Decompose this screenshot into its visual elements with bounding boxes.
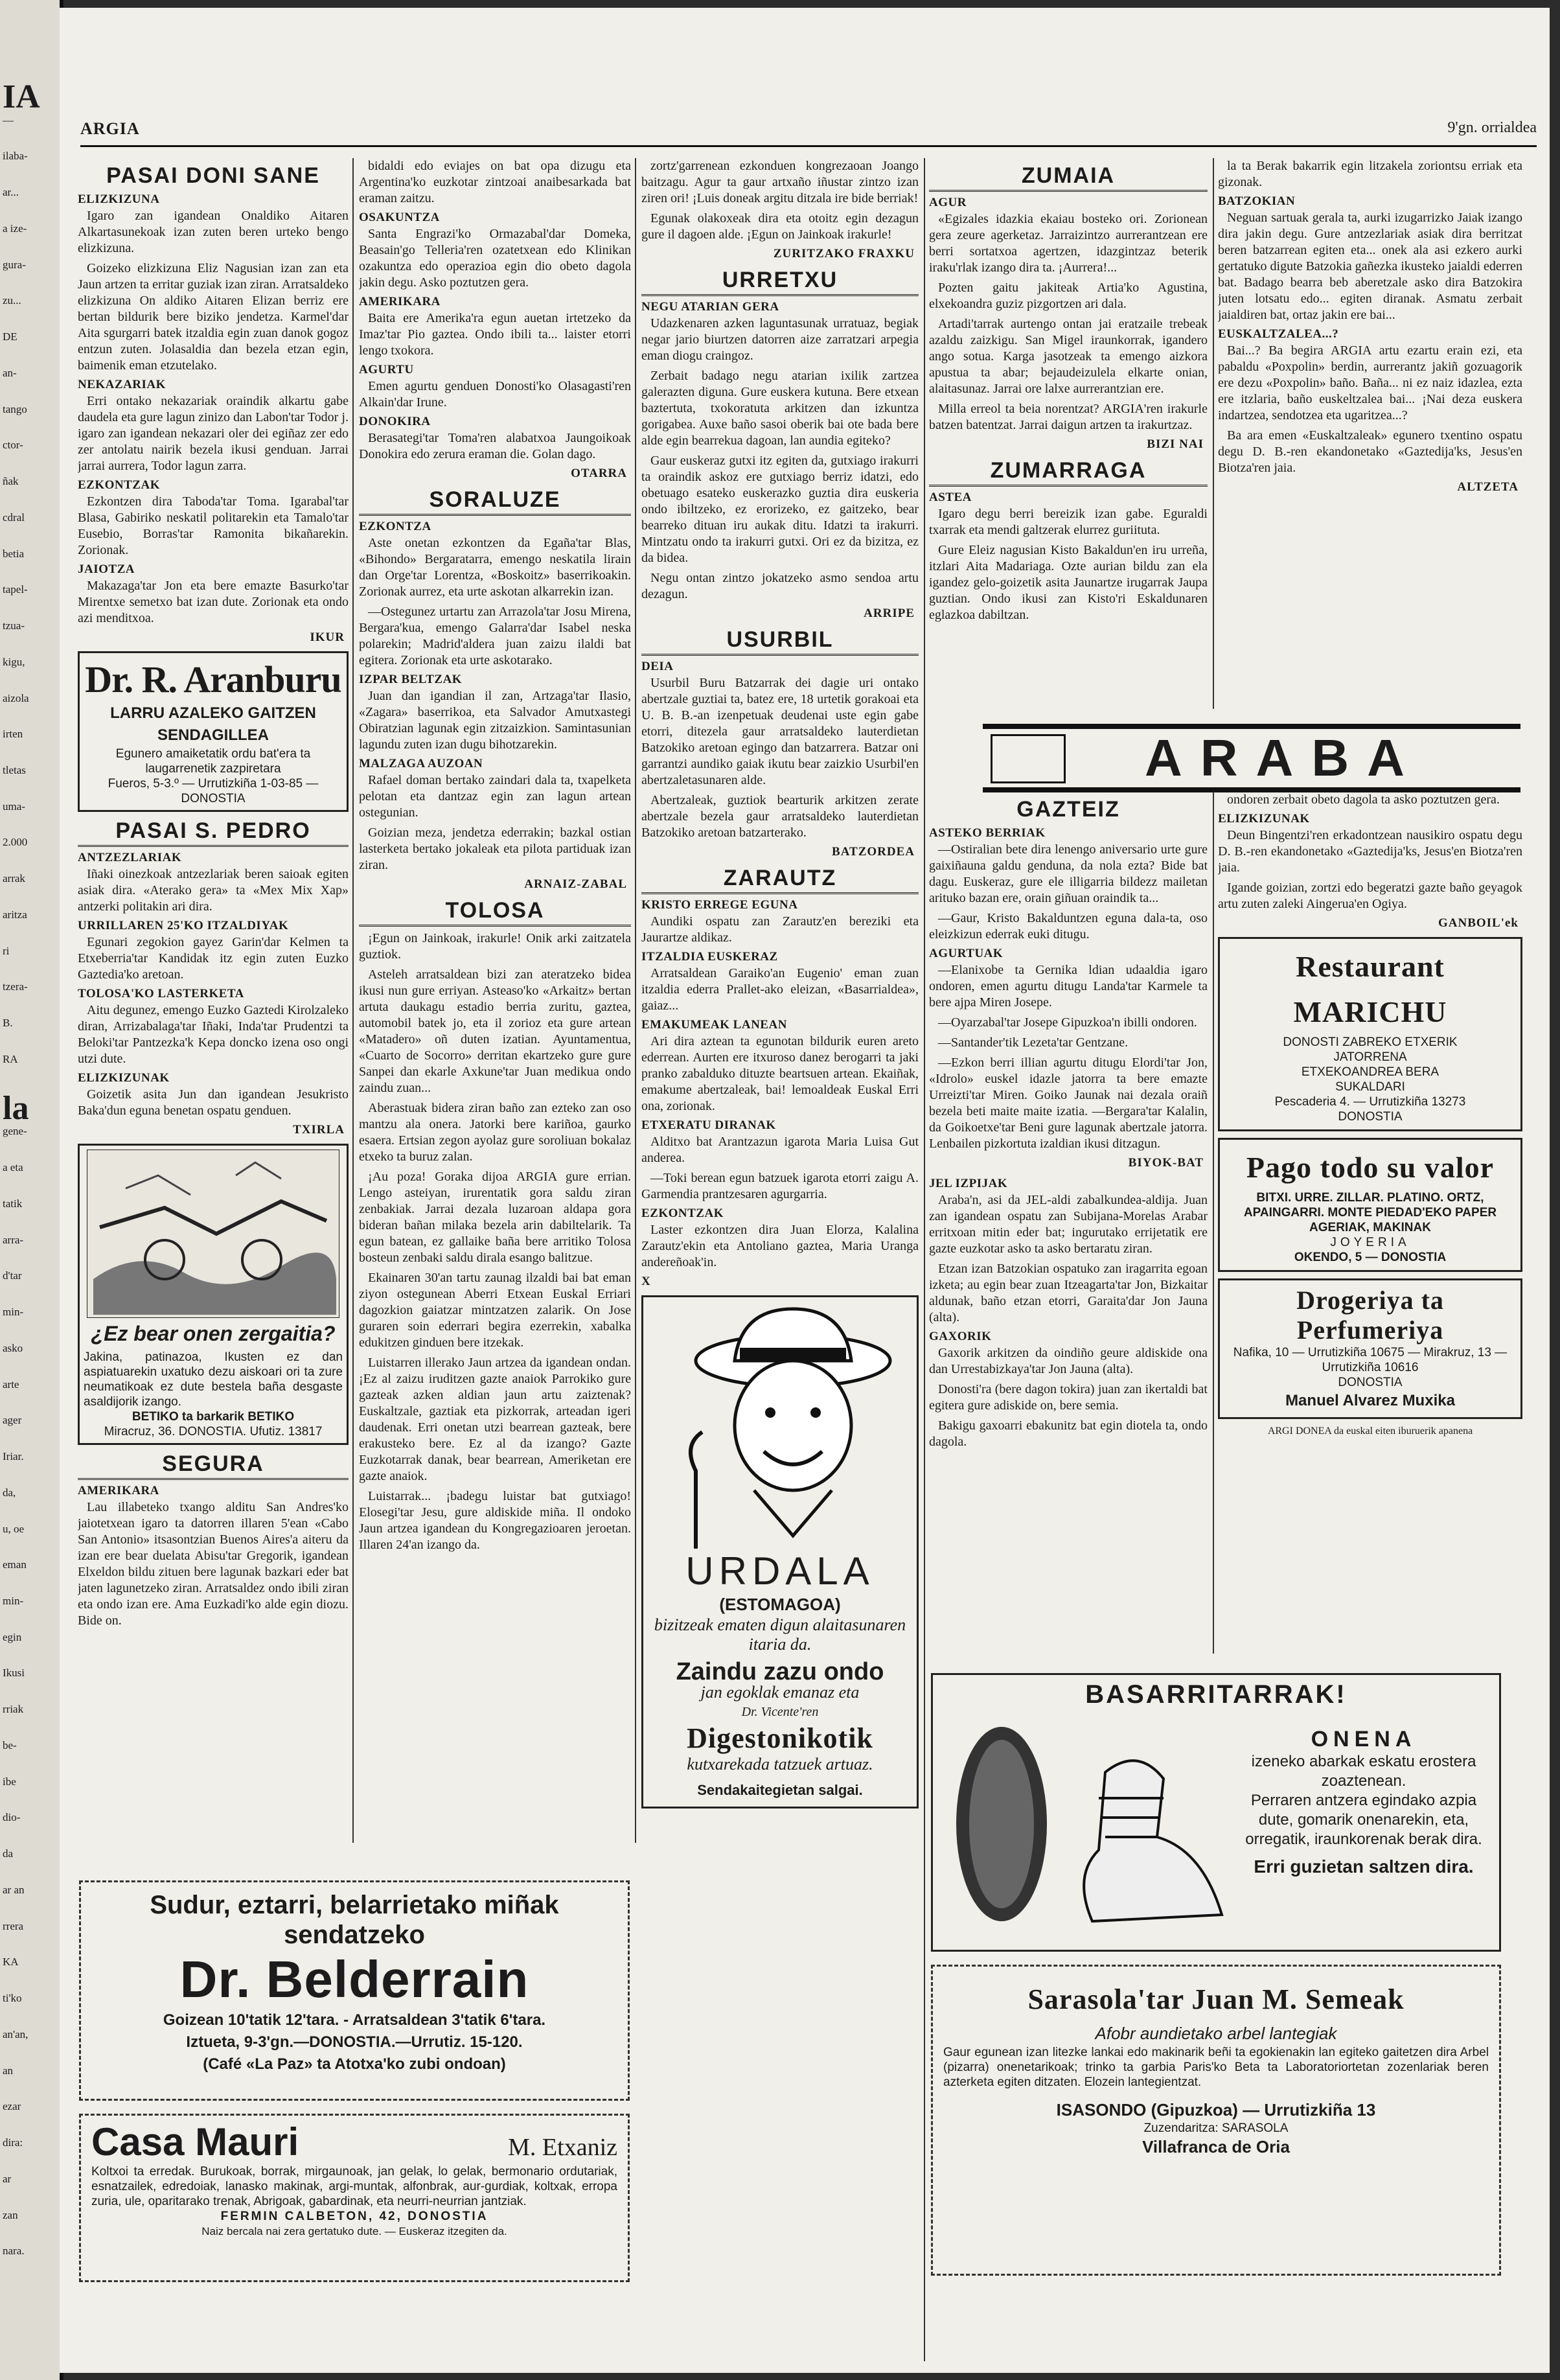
article-text: Igaro degu berri bereizik izan gabe. Eguraldi txarrak eta mendi galtzerak elurrez guriituta. — [929, 507, 1208, 537]
running-header — [80, 118, 1537, 147]
casa-mauri-ad — [79, 2114, 630, 2282]
spine-fragment: ri — [3, 944, 10, 957]
ad-body: Jakina, patinazoa, Ikusten ez dan aspiatuarekin uxatuko dezu aiskoari ori ta zure neumatikoak ez dute bestela baña desgaste asaldijorik izango. — [84, 1350, 343, 1409]
subheading: ELIZKIZUNAK — [78, 1071, 170, 1085]
spine-fragment: 2.000 — [3, 836, 28, 849]
subheading: IZPAR BELTZAK — [359, 673, 463, 686]
spine-fragment: Ikusi — [3, 1667, 25, 1680]
sandal-illustration — [943, 1720, 1228, 1934]
ad-line: jan egoklak emanaz eta — [700, 1683, 860, 1702]
ad-brand: ONENA — [1311, 1727, 1417, 1751]
article-text: Usurbil Buru Batzarrak dei dagie uri ontako abertzale guztiai ta, batez ere, 18 urtetik gorakoai eta U. B. B.-an izenpetuak deudenai uste egin gabe etorri, ditezela gaur arratsaldeko lauterdietan Batzokiko aretoan egingo dan batzarrera. Batzar oni garrantzi aundiko gaiak ikutu bear zaizkio Usurbil'en abertzaletasunaren alde. — [641, 676, 919, 787]
article-text: Etzan izan Batzokian ospatuko zan iragarrita egoan izketa; au egin bear zuan Itzeagarta'tar Jon, Bizkaitar aldunak, baño etzan etorri, Garaita'dar Jon Jauna (alta). — [929, 1262, 1208, 1324]
subheading: ASTEA — [929, 491, 972, 504]
subheading: EZKONTZAK — [78, 478, 160, 492]
subheading: ELIZKIZUNA — [78, 192, 160, 206]
subheading: AGURTU — [359, 363, 414, 376]
article-text: Erri ontako nekazariak oraindik alkartu gabe daudela eta gure lagun zinizo dan Labon'tar Todor j. igaro zan igandean nekazari oler dei egiñaz zer edo zer antolatu nairik bezela ikusi genduan. Jarrai jarrai aurrera, Todor lagun zarra. — [78, 394, 349, 473]
spine-fragment: tapel- — [3, 583, 28, 596]
article-text: Luistarren illerako Jaun artzea da igandean ondan. ¡Ez al zaizu iruditzen gazte anaiok Parrokiko gure gazteak azken aldian jaun artu zaiztenak? Euskaltzale, gaztiak eta pizkorrak, arteadan igeri daudenak. Erri onetan utzi bearrean gazteak, bere erakusteko bere. Ez al da izango? Gazte Euzkotarrak danak, bear bearrean, Ameriketan ere gazte anaiok. — [359, 1356, 631, 1483]
spine-fragment: min- — [3, 1306, 24, 1319]
signature: BIZI NAI — [1147, 437, 1204, 451]
spine-fragment: arte — [3, 1378, 19, 1391]
ad-line: bizitzeak ematen digun alaitasunaren itaria da. — [654, 1615, 906, 1654]
article-text: Aitu degunez, emengo Euzko Gaztedi Kirolzaleko diran, Arrizabalaga'tar Iñaki, Inda'tar Prudentzi ta Beloki'tar Pantzezka'k Kepa doncko izena oso ongi utzi dute. — [78, 1003, 349, 1066]
ad-question: ¿Ez bear onen zergaitia? — [91, 1322, 336, 1345]
ad-name: M. Etxaniz — [508, 2134, 617, 2161]
signature: ARNAIZ-ZABAL — [524, 877, 627, 891]
article-text: Asteleh arratsaldean bizi zan ateratzeko bidea ikusi nun gure erriyan. Asteaso'ko «Arkaitz» bertan artuta daukagu estadio berria zuritu, gaztea, automobil batek jo, eta il zorioz eta gure artean «Matadero» oñ duten izatian. Ayuntamentua, «Cuarto de Socorro» derritan ekartzeko gure gure Sanpei dan ekarle Axkune'tar Juan medikua ondo zaindu zuan... — [359, 967, 631, 1095]
article-text: Negu ontan zintzo jokatzeko asmo sendoa artu dezagun. — [641, 571, 919, 601]
ad-title: Dr. R. Aranburu — [85, 658, 341, 700]
article-text: ondoren zerbait obeto dagola ta asko poztutzen gera. — [1227, 792, 1500, 807]
article-text: Emen agurtu genduen Donosti'ko Olasagasti'ren Alkain'dar Irune. — [359, 379, 631, 410]
spine-fragment: KA — [3, 1956, 19, 1969]
article-text: la ta Berak bakarrik egin litzakela zoriontsu erriak eta gizonak. — [1218, 159, 1522, 189]
article-text: —Ostegunez urtartu zan Arrazola'tar Josu Mirena, Bergara'kua, emengo Galarra'dar Isabel neska polarekin; Madrid'aldera juan zaizu ilaldi bat egitera. Zorionak eta urte askotarako. — [359, 605, 631, 667]
article-text: Goizetik asita Jun dan igandean Jesukristo Baka'dun eguna benetan ospatu genduen. — [78, 1087, 349, 1118]
section-heading: PASAI DONI SANE — [106, 163, 320, 188]
spine-fragment: irten — [3, 728, 23, 741]
ad-address: Fueros, 5-3.º — Urrutizkiña 1-03-85 — DONOSTIA — [108, 777, 319, 805]
ad-name: Manuel Alvarez Muxika — [1285, 1392, 1455, 1409]
spine-fragment: zan — [3, 2208, 18, 2221]
ad-line: Zaindu zazu ondo — [676, 1658, 884, 1685]
article-text: Berasategi'tar Toma'ren alabatxoa Jaungoikoak Donokira edo zerura eraman die. Golan dago. — [359, 431, 631, 461]
signature: OTARRA — [571, 467, 627, 480]
ad-line: Iztueta, 9-3'gn.—DONOSTIA.—Urrutiz. 15-120. — [186, 2033, 523, 2051]
spine-fragment: tzera- — [3, 980, 28, 993]
ad-line: Erri guzietan saltzen dira. — [1254, 1856, 1474, 1877]
section-heading: URRETXU — [641, 268, 919, 296]
spine-fragment: ibe — [3, 1775, 16, 1788]
page-number: 9'gn. orrialdea — [1447, 119, 1537, 136]
ad-title: Drogeriya ta Perfumeriya — [1296, 1286, 1444, 1345]
spine-fragment: egin — [3, 1630, 22, 1643]
spine-fragment: an- — [3, 366, 17, 379]
spine-fragment: Iriar. — [3, 1450, 24, 1463]
article-text: Ekainaren 30'an tartu zaunag ilzaldi bai bat eman ziyon ostegunean Aberri Etxean Euskal Erriari dagozkion gaiatzar mintzatzen zalarik. On Jose guraren soin ederrari begira ezerrekin, xabalka edukitzen ginduen bere itzekak. — [359, 1271, 631, 1350]
spine-fragment: rrera — [3, 1919, 24, 1932]
ad-body: Koltxoi ta erredak. Burukoak, borrak, mirgaunoak, jan gelak, lo gelak, bermonario ordutariak, esnatzailek, edredoiak, lanasko makinak, argi-muntak, alfonbrak, aur-gurdiak, koltxak, erropa zuria, ule, oparitarako trenak, Abrigoak, gabardinak, eta neurri-neurrian jantziak. — [91, 2165, 617, 2208]
column-4 — [929, 158, 1208, 715]
spine-fragment: an — [3, 2064, 14, 2077]
spine-fragment: la — [3, 1089, 29, 1127]
ad-line: Nafika, 10 — Urrutizkiña 10675 — Mirakruz, 13 — Urrutizkiña 10616 — [1233, 1346, 1508, 1374]
subheading: DONOKIRA — [359, 415, 431, 428]
spine-fragment: ti'ko — [3, 1992, 22, 2005]
column-2 — [359, 158, 631, 1882]
section-heading: TOLOSA — [359, 898, 631, 927]
spine-fragment: min- — [3, 1594, 24, 1607]
article-text: —Ezkon berri illian agurtu ditugu Elordi'tar Jon, «Idrolo» euskel idazle jatorra ta bere emazte Urreizti'tar Miren. Goiko Jaunak nai dezala oraiñ bezela beti maite maite izatia. —Bergara'tar Kalalin, da Goikoetxe'tar Beni gure lagunak abertzale jatorra. Lenbailen pizkortuta izaldian ikusi ditzagun. — [929, 1056, 1208, 1151]
column-1 — [78, 158, 349, 1882]
article-text: ¡Egun on Jainkoak, irakurle! Onik arki zaitzatela guztiok. — [359, 931, 631, 962]
article-text: bidaldi edo eviajes on bat opa dizugu eta Argentina'ko euzkotar zintzoai anaibesarkada bat eraman zaitzu. — [359, 159, 631, 205]
ad-title: Casa Mauri — [91, 2120, 299, 2164]
spine-fragment: ar... — [3, 186, 19, 199]
ad-subtitle: Afobr aundietako arbel lantegiak — [1095, 2024, 1337, 2043]
man-with-hat-illustration — [657, 1302, 903, 1549]
column-3 — [641, 158, 919, 2348]
article-text: «Egizales idazkia ekaiau bosteko ori. Zorionean gera zeure agerketaz. Jarraizintzo aurrerantzean ere berri sortatxoa agertzen, idazgintzaz beterik iraku'rlak izango dira ta. ¡Aurrera!... — [929, 212, 1208, 275]
ad-line: (Café «La Paz» ta Atotxa'ko zubi ondoan) — [203, 2055, 506, 2073]
aranburu-ad — [78, 651, 349, 812]
subheading: MALZAGA AUZOAN — [359, 757, 483, 770]
spine-fragment: DE — [3, 330, 17, 343]
spine-fragment: cdral — [3, 511, 25, 524]
spine-fragment: aritza — [3, 908, 27, 921]
subheading: ANTZEZLARIAK — [78, 851, 182, 864]
section-heading: ZARAUTZ — [641, 866, 919, 894]
subheading: EZKONTZA — [359, 520, 431, 533]
signature: IKUR — [310, 630, 345, 644]
ad-title: Restaurant MARICHU — [1293, 950, 1447, 1028]
article-text: Bai...? Ba begira ARGIA artu ezartu erain ezi, eta pabaldu «Poxpolin» berdin, aurrerantz jakiñ gozuagorik ere dezu «Poxpolin» baño. Baña... ni ez naiz idazlea, ezta ere itzlaria, baño euskeltzalea bai... ¡Nai deza euskera indartzea, sendotzea eta ugaritzea...? — [1218, 343, 1522, 422]
spine-fragment: gene- — [3, 1125, 27, 1138]
article-text: Gure Eleiz nagusian Kisto Bakaldun'en iru urreña, itzlari Aita Madariaga. Ozte aurian bildu zan ela igandez gelo-goizetik asita Jaunartze irugarrak Jaupa guztian. Ondo ikusi zan Kisto'ri Eskaldunaren eglazkoa dabiltzan. — [929, 543, 1208, 622]
article-text: Laster ezkontzen dira Juan Elorza, Kalalina Zarautz'ekin eta Antoliano gaztea, Maria Uranga andereñoak'in. — [641, 1223, 919, 1269]
spine-fragment: gura- — [3, 258, 26, 271]
signature: ARRIPE — [864, 607, 915, 620]
ad-address: Miracruz, 36. DONOSTIA. Ufutiz. 13817 — [104, 1425, 323, 1438]
subheading: ASTEKO BERRIAK — [929, 826, 1046, 840]
spine-fragment: betia — [3, 547, 25, 560]
sarasola-ad — [931, 1965, 1501, 2276]
ad-title: Sudur, eztarri, belarrietako miñak sendatzeko — [150, 1891, 559, 1949]
ad-body: BITXI. URRE. ZILLAR. PLATINO. ORTZ, APAINGARRI. MONTE PIEDAD'EKO PAPER AGERIAK, MAKINAK — [1243, 1191, 1497, 1234]
article-text: ¡Au poza! Goraka dijoa ARGIA gure errian. Lengo asteiyan, irurentatik gora saldu ziran zenbakiak. Jarrai dezala luzaroan aldapa gora bideran bañan milaka bezela arin dabiltelarik. Ta egun batean, ez gallaike baña bere arritiko Tolosa bosteun zenbaki saldu dirala esango balitzue. — [359, 1170, 631, 1265]
gazteiz-column — [929, 792, 1208, 1654]
spine-fragment: a eta — [3, 1161, 23, 1174]
ad-address: FERMIN CALBETON, 42, DONOSTIA — [220, 2210, 488, 2223]
subheading: AMERIKARA — [359, 295, 441, 308]
ad-title: Pago todo su valor — [1246, 1151, 1495, 1184]
subheading: ETXERATU DIRANAK — [641, 1118, 776, 1132]
spine-fragment: arra- — [3, 1233, 24, 1246]
article-text: Milla erreol ta beia norentzat? ARGIA'ren irakurle batzen batentzat. Jarrai daigun artzen ta irakurtzaz. — [929, 402, 1208, 432]
article-text: Lau illabeteko txango alditu San Andres'ko jaiotetxean igaro ta datorren illaren 5'ean «Cabo San Antonio» itsasontzian Buenos Aires'a aiteru da izan ere bear duelata Abisu'tar Gregorik, igandean Elxeldon bildu zituen bere lagunak bazkari eder bat jaten lagunetzeko ziran. Arratsaldez ondo ibili ziran eta ondo izan ere. Ama Euzkadi'ko alde egin diozu. Bide on. — [78, 1500, 349, 1628]
spine-fragment: a ize- — [3, 222, 27, 235]
ad-title: BASARRITARRAK! — [1085, 1680, 1347, 1709]
article-text: Ari dira aztean ta egunotan bildurik euren areto ederrean. Aurten ere itxuroso danez berogarri ta jaki pranko zabalduko dituzte beartsuen artean. Ekaiñak, emakume abertzaleak, bai! lemoaldeak Euskal Erri ona, zorionak. — [641, 1034, 919, 1113]
signature: X — [641, 1275, 651, 1288]
article-text: —Elanixobe ta Gernika ldian udaaldia igaro ondoren, emen agurtu ditugu Landa'tar Karmele ta bere ajpa Miren Josepe. — [929, 963, 1208, 1010]
subheading: JAIOTZA — [78, 562, 135, 576]
ad-address: Pescaderia 4. — Urrutizkiña 13273 — [1274, 1095, 1466, 1109]
spine-fragment: an'an, — [3, 2028, 29, 2040]
spine-fragment: eman — [3, 1558, 27, 1571]
spine-fragment: IA — [3, 78, 40, 115]
section-heading: GAZTEIZ — [1016, 797, 1120, 822]
article-text: Ezkontzen dira Taboda'tar Toma. Igarabal'tar Blasa, Gabiriko neskatil politarekin eta Tamalo'tar Eusebio, Borras'tar Ramonita bikañarekin. Zorionak. — [78, 494, 349, 557]
ad-line: JOYERIA — [1330, 1236, 1410, 1249]
subheading: DEIA — [641, 660, 674, 673]
subheading: NEKAZARIAK — [78, 378, 166, 391]
article-text: Egunari zegokion gayez Garin'dar Kelmen ta Etxeberria'tar Kandidak itz egin zuten Euzko Gaztedia'ko aretoan. — [78, 935, 349, 982]
ad-city: DONOSTIA — [1338, 1376, 1403, 1389]
article-text: Abertzaleak, guztiok bearturik arkitzen zerate abertzale bezela gaur arratsaldeko lauterdietan Batzokiko aretoan batzarterako. — [641, 793, 919, 840]
ad-line: izeneko abarkak eskatu erostera zoaztenean. — [1251, 1753, 1476, 1790]
ad-name: Dr. Belderrain — [179, 1950, 529, 2008]
column-5-lower — [1218, 792, 1522, 1647]
spine-fragment: rriak — [3, 1703, 24, 1716]
basarritarrak-ad — [931, 1673, 1501, 1952]
ad-line: Perraren antzera egindako azpia dute, gomarik onenarekin, eta, orregatik, iraunkorenak berak dira. — [1245, 1792, 1482, 1848]
signature: BIYOK-BAT — [1128, 1156, 1204, 1170]
article-text: Udazkenaren azken laguntasunak urratuaz, begiak negar jario biurtzen datorren aize zarratzari arpegia eman diogu craingoz. — [641, 316, 919, 363]
urdala-ad — [641, 1295, 919, 1808]
ad-subtitle: LARRU AZALEKO GAITZEN SENDAGILLEA — [110, 704, 316, 744]
signature: ALTZETA — [1457, 480, 1519, 494]
subheading: NEGU ATARIAN GERA — [641, 300, 779, 314]
article-text: —Toki berean egun batzuek igarota etorri zaigu A. Garmendia prantzesaren agurgarria. — [641, 1171, 919, 1201]
article-text: Ba ara emen «Euskaltzaleak» egunero txentino ospatu degu D. B.-ren ekandonetako «Gaztedija'ks, Jesus'en Biotza'ren jaia. — [1218, 428, 1522, 475]
spine-fragment: B. — [3, 1017, 13, 1030]
marichu-restaurant-ad — [1218, 937, 1522, 1131]
newspaper-page — [60, 8, 1550, 2373]
article-text: Goizeko elizkizuna Eliz Nagusian izan zan eta Jaun artzen ta erritar guziak izan ziran. Arratsaldeko elizkizuna On aldiko Aitaren Elizan berriz ere bertan bildurik bere biziko jendetza. Karmel'dar Aita sgurgarri batek itzaldia egin zuan danok gogoz entzun zuten. Jolasaldia dan bezela etzan egin, baimenik eman etzutelako. — [78, 261, 349, 373]
spine-fragment: aizola — [3, 691, 29, 704]
subheading: GAXORIK — [929, 1330, 992, 1343]
ad-address: ISASONDO (Gipuzkoa) — Urrutizkiña 13 — [1056, 2100, 1376, 2120]
article-text: Baita ere Amerika'ra egun auetan irtetzeko da Imaz'tar Pio gaztea. Ondo ibili ta... laister etorri lengo txokora. — [359, 311, 631, 358]
spine-fragment: arrak — [3, 872, 25, 885]
subheading: AGUR — [929, 196, 967, 209]
spine-fragment: asko — [3, 1341, 23, 1354]
spine-fragment: dio- — [3, 1811, 21, 1824]
section-heading: ZUMARRAGA — [929, 458, 1208, 487]
ad-line: Zuzendaritza: SARASOLA — [1143, 2121, 1289, 2135]
spine-fragment: da — [3, 1847, 14, 1860]
column-5 — [1218, 158, 1522, 715]
banner-title: ARABA — [1145, 729, 1423, 787]
signature: BATZORDEA — [832, 845, 915, 859]
spine-fragment: ar — [3, 2172, 12, 2185]
spine-fragment: nara. — [3, 2245, 25, 2258]
ad-line: JATORRENA — [1333, 1050, 1407, 1064]
section-heading: SEGURA — [78, 1451, 349, 1480]
article-text: Pozten gaitu jakiteak Artia'ko Agustina, elxekoandra guziz pizgortzen ari dala. — [929, 281, 1208, 311]
article-text: Araba'n, asi da JEL-aldi zabalkundea-aldija. Juan zan igandean ospatu zan Subijana-Morelas Arabar erritxoan mitin eder bat; ingurutako errijetatik ere gazte euzkotar asko ta asko bertaratu ziran. — [929, 1193, 1208, 1256]
article-text: Rafael doman bertako zaindari dala ta, txapelketa pelotan eta dantzaz egin zan lagun artean ostegunian. — [359, 773, 631, 820]
ad-body: Gaur egunean izan litezke lankai edo makinarik beñi ta egokienakin lan egiteko gaitetzen dira Arbel (pizarra) onenetarikoak; trinko ta garbia Paris'ko Beta ta Laboratoriortetan zozenlariak beren azterketa egiten ditzaten. Elozein lantegientzat. — [943, 2046, 1489, 2089]
spine-fragment: RA — [3, 1052, 18, 1065]
article-text: Alditxo bat Arantzazun igarota Maria Luisa Gut anderea. — [641, 1135, 919, 1165]
article-text: Donosti'ra (bere dagon tokira) juan zan ikertaldi bat egitera gure adiskide on, bere semia. — [929, 1382, 1208, 1413]
spine-fragment: ezar — [3, 2100, 21, 2113]
ad-product: Digestonikotik — [687, 1722, 873, 1754]
article-text: —Santander'tik Lezeta'tar Gentzane. — [938, 1035, 1129, 1050]
spine-fragment: tzua- — [3, 619, 25, 632]
subheading: JEL IZPIJAK — [929, 1177, 1008, 1190]
ad-line: ETXEKOANDREA BERA — [1301, 1065, 1440, 1079]
signature: ZURITZAKO FRAXKU — [773, 247, 915, 260]
spine-fragment: u, oe — [3, 1522, 25, 1535]
article-text: —Ostiralian bete dira lenengo aniversario urte gure gaixiñauna galdu genduna, da nola ezta? Bide bat dagu. Euskeraz, gure ele illigarria bildezz mailetan arituko bazan ere, orain giñuan oraindik ta... — [929, 842, 1208, 905]
article-text: —Oyarzabal'tar Josepe Gipuzkoa'n ibilli ondoren. — [938, 1015, 1197, 1030]
section-heading: PASAI S. PEDRO — [78, 818, 349, 847]
signature: GANBOIL'ek — [1438, 916, 1519, 930]
araba-banner — [983, 724, 1520, 792]
subheading: KRISTO ERREGE EGUNA — [641, 898, 798, 912]
article-text: Bakigu gaxoarri ebakunitz bat egin diotela ta, ondo dagola. — [929, 1418, 1208, 1449]
ad-line: Villafranca de Oria — [1142, 2137, 1290, 2156]
signature: TXIRLA — [293, 1123, 345, 1137]
ad-footer: Sendakaitegietan salgai. — [697, 1782, 863, 1798]
article-text: Iñaki oinezkoak antzezlariak beren saioak egiten asiak dira. «Aterako gera» ta «Mex Mix Xap» antzerki politakin ari dira. — [78, 867, 349, 914]
joyeria-ad — [1218, 1138, 1522, 1272]
engraving-illustration — [87, 1150, 339, 1318]
ad-signature: BETIKO ta barkarik BETIKO — [132, 1410, 295, 1424]
ad-hours: Egunero amaiketatik ordu bat'era ta laugarrenetik zazpiretara — [115, 747, 311, 776]
article-text: Artadi'tarrak aurtengo ontan jai eratzaile trebeak azaldu zaizkigu. San Migel iraunkorrak, igandero ango sotua. Karga jasotzeak ta emengo aizkora apustua ta abar; bejaudeizulela elkarte onian, alaitasunaz. Jarrai ore lalxe aurrerantzian ere. — [929, 317, 1208, 396]
article-text: Juan dan igandian il zan, Artzaga'tar Ilasio, «Zagara» baserrikoa, eta Salvador Amutxastegi Obiratzian lagunak egin zitzaizkion. Samintasunian lagundu zuten izan dugu bihotzarekin. — [359, 689, 631, 752]
drogeria-ad — [1218, 1278, 1522, 1419]
ad-brand: URDALA — [685, 1549, 875, 1593]
spine-fragment: ar an — [3, 1883, 25, 1896]
subheading: EZKONTZAK — [641, 1207, 724, 1220]
spine-fragment: ñak — [3, 475, 19, 488]
ad-address: OKENDO, 5 — DONOSTIA — [1294, 1251, 1447, 1264]
article-text: —Gaur, Kristo Bakalduntzen eguna dala-ta, oso eleizkizun ederrak euki ditugu. — [929, 911, 1208, 942]
article-text: Igande goizian, zortzi edo begeratzi gazte baño geyagok artu zuten zaleki Aingerua'en Ogiya. — [1218, 881, 1522, 911]
spine-fragment: ager — [3, 1414, 22, 1427]
article-text: Aste onetan ezkontzen da Egaña'tar Blas, «Bihondo» Bergaratarra, emengo neskatila lirain dan Orge'tar Lorentza, «Boskoitz» baserrikoakin. Zorionak aurrez, eta urte askotan alkarrekin izan. — [359, 536, 631, 599]
ad-line: Dr. Vicente'ren — [741, 1705, 819, 1719]
article-text: Santa Engrazi'ko Ormazabal'dar Domeka, Beasain'go Telleria'ren ozatetxean edo Klinikan ozakuntza edo operazioa egin dio obeto dagola jakin degu. Asko poztutzen gera. — [359, 227, 631, 290]
ad-footer: ARGI DONEA da euskal eiten iburuerik apanena — [1267, 1426, 1473, 1437]
article-text: zortz'garrenean ezkonduen kongrezaoan Joango baitzagu. Agur ta gaur artxaño iñustar zintzo izan ziren ori! ¡Luis doneak argitu ditzala ire bide berriak! — [641, 159, 919, 205]
spine-fragment: uma- — [3, 800, 25, 813]
article-text: Deun Bingentzi'ren erkadontzean nausikiro ospatu degu D. B.-ren ekandonetako «Gaztedija'ks, Jesus'en Biotza'ren jaia. — [1218, 828, 1522, 875]
subheading: TOLOSA'KO LASTERKETA — [78, 987, 244, 1000]
spine-fragment: kigu, — [3, 655, 25, 668]
article-text: Aberastuak bidera ziran baño zan ezteko zan oso mantzu ala onera. Jatorki bere kariñoa, gaurko esaera. Ertsian zegon ayolaz gure soroliuan bokalaz etxeko ta buruz zalan. — [359, 1101, 631, 1164]
subheading: ELIZKIZUNAK — [1218, 812, 1310, 826]
spine-fragment: tango — [3, 402, 27, 415]
subheading: BATZOKIAN — [1218, 194, 1296, 208]
subheading: AMERIKARA — [78, 1484, 159, 1497]
spine-fragment: dira: — [3, 2136, 23, 2149]
article-text: Gaxorik arkitzen da oindiño geure aldiskide ona dan Urrestabizkaya'tar Jon Jauna (alta). — [929, 1346, 1208, 1376]
subheading: OSAKUNTZA — [359, 211, 440, 224]
ad-line: DONOSTI ZABREKO ETXERIK — [1283, 1035, 1458, 1049]
article-text: Luistarrak... ¡badegu luistar bat gutxiago! Elosegi'tar Jesu, gure aldiskide miña. Il ondoko Jaun artzea igandean du Kongregazioaren jeroetan. Illaren 24'an izango da. — [359, 1489, 631, 1552]
ad-line: kutxarekada tatzuek artuaz. — [687, 1755, 873, 1773]
coat-of-arms-icon — [991, 734, 1066, 783]
belderrain-ad — [79, 1880, 630, 2101]
section-heading: USURBIL — [641, 627, 919, 656]
spine-fragment: — — [3, 113, 14, 126]
article-text: Egunak olakoxeak dira eta otoitz egin dezagun gure il dagoen alde. ¡Egun on Jainkoak irakurle! — [641, 211, 919, 242]
spine-fragment: tatik — [3, 1197, 23, 1210]
article-text: Arratsaldean Garaiko'an Eugenio' eman zuan itzaldia ederra Prallet-ako eleizan, «Basarrialdea», gaiaz... — [641, 966, 919, 1013]
paper-name: ARGIA — [80, 119, 140, 138]
subheading: URRILLAREN 25'KO ITZALDIYAK — [78, 919, 289, 932]
spine-fragment: ctor- — [3, 439, 23, 452]
subheading: EMAKUMEAK LANEAN — [641, 1018, 787, 1032]
article-text: Igaro zan igandean Onaldiko Aitaren Alkartasunekoak izan zuten beren urteko bengo elizkizuna. — [78, 209, 349, 255]
ad-brand-sub: (ESTOMAGOA) — [719, 1595, 841, 1614]
spine-fragment: zu... — [3, 294, 21, 307]
article-text: Aundiki ospatu zan Zarautz'en bereziki eta Jaurartze aldikaz. — [641, 914, 919, 945]
subheading: EUSKALTZALEA...? — [1218, 327, 1339, 341]
spine-fragment: tletas — [3, 764, 26, 777]
betiko-ad — [78, 1144, 349, 1445]
article-text: Zerbait badago negu atarian ixilik zartzea galerazten diguna. Gure euskera kutuna. Bere etxean baztertuta, txokoratuta arkitzen dan izkuntza gorigabea. Auxe baño sasoi oberik bai ote bada bere alde egin bearrekua dagoan, lan aundia egiteko? — [641, 369, 919, 448]
spine-fragment: da, — [3, 1486, 16, 1499]
article-text: Gaur euskeraz gutxi itz egiten da, gutxiago irakurri ta oraindik askoz ere gutxiago berriz idatzi, edo obetuago esateko euskerazko guztia dira euskeria ondo ibiltzeko, ez erorizeko, ez gaitzeko, bear bearreko dituan iru aukak ditu. Idatzi ta irakurri. Mintzatu ondo ta irakurri gutxi. Ori ez da bizitza, ez da bidea. — [641, 454, 919, 565]
ad-line: SUKALDARI — [1335, 1080, 1405, 1094]
ad-city: DONOSTIA — [1338, 1110, 1403, 1124]
section-heading: SORALUZE — [359, 487, 631, 516]
spine-fragment: d'tar — [3, 1269, 22, 1282]
subheading: AGURTUAK — [929, 947, 1004, 960]
article-text: Neguan sartuak gerala ta, aurki izugarrizko Jaiak izango dira jakin degu. Gure antzezlariak asiak dira berritzat beren batzarrean egiten eta... onek ala asi ezkero aurki gertatuko digute Batzokia gañezka ikusteko jaialdi ederren bat. Badago bearra beb aberetzale asko dira Batzokira juten lotsatu edo... egiten diranak. Asmatu zerbait jaialdiren bat, ortaz jakin ere bai... — [1218, 211, 1522, 322]
spine-fragment: be- — [3, 1739, 17, 1751]
spine-fragment: ilaba- — [3, 150, 28, 163]
ad-footer: Naiz bercala nai zera gertatuko dute. — Euskeraz itzegiten da. — [201, 2225, 507, 2237]
adjacent-page-spine — [0, 0, 63, 2380]
ad-title: Sarasola'tar Juan M. Semeak — [1027, 1983, 1405, 2015]
subheading: ITZALDIA EUSKERAZ — [641, 950, 778, 964]
ad-line: Goizean 10'tatik 12'tara. - Arratsaldean 3'tatik 6'tara. — [163, 2011, 546, 2029]
article-text: Goizian meza, jendetza ederrakin; bazkal ostian lasterketa bertako jokaleak eta pilota partiduak izan ziran. — [359, 826, 631, 872]
article-text: Makazaga'tar Jon eta bere emazte Basurko'tar Mirentxe semetxo bat izan dute. Zorionak eta ondo azi menditxoa. — [78, 579, 349, 625]
section-heading: ZUMAIA — [929, 163, 1208, 192]
